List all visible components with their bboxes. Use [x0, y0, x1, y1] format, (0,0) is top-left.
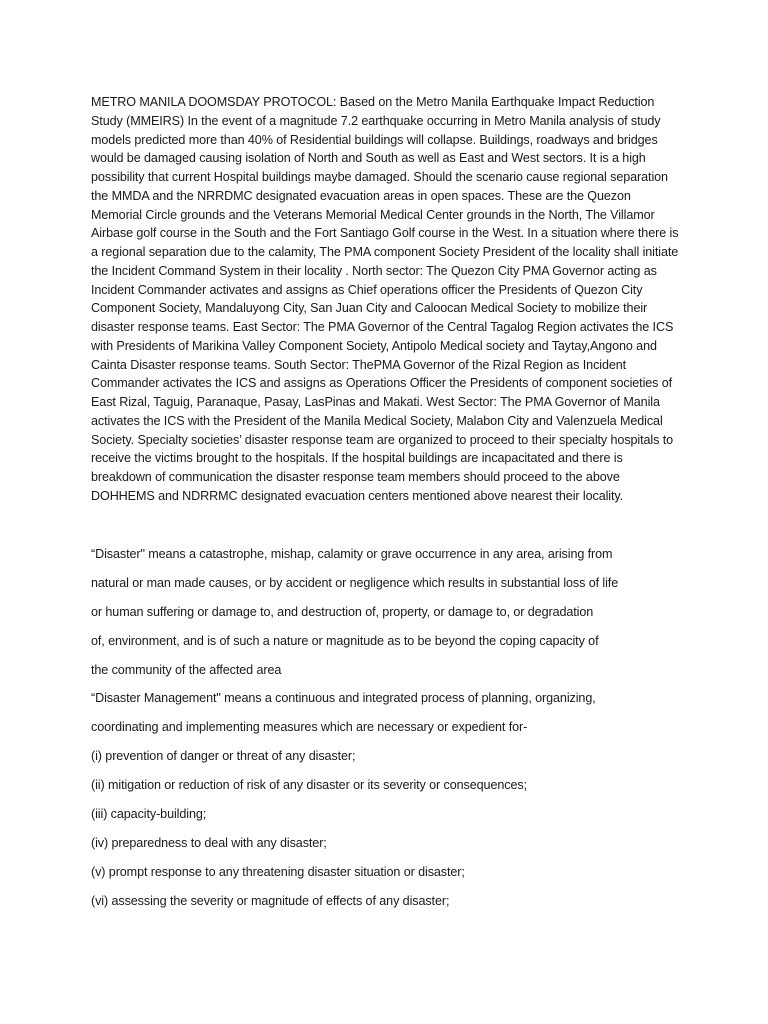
list-item: (ii) mitigation or reduction of risk of any disaster or its severity or consequences;	[91, 778, 527, 793]
definition-line: the community of the affected area	[91, 662, 282, 677]
definition-line: of, environment, and is of such a nature or magnitude as to be beyond the coping capacity of	[91, 633, 599, 648]
definitions-list	[91, 545, 691, 921]
list-item: (v) prompt response to any threatening disaster situation or disaster;	[91, 864, 465, 879]
doomsday-protocol-paragraph: METRO MANILA DOOMSDAY PROTOCOL: Based on the Metro Manila Earthquake Impact Reduction Study (MMEIRS) In the event of a magnitude 7.2 earthquake occurring in Metro Manila analysis of study models predicted more than 40% of Residential buildings will collapse. Buildings, roadways and bridges would be damaged causing isolation of North and South as well as East and West sectors. It is a high possibility that current Hospital buildings maybe damaged. Should the scenario cause regional separation the MMDA and the NRRDMC designated evacuation areas in open spaces. These are the Quezon Memorial Circle grounds and the Veterans Memorial Medical Center grounds in the North, The Villamor Airbase golf course in the South and the Fort Santiago Golf course in the West. In a situation where there is a regional separation due to the calamity, The PMA component Society President of the locality shall initiate the Incident Command System in their locality . North sector: The Quezon City PMA Governor acting as Incident Commander activates and assigns as Chief operations officer the Presidents of Quezon City Component Society, Mandaluyong City, San Juan City and Caloocan Medical Society to mobilize their disaster response teams. East Sector: The PMA Governor of the Central Tagalog Region activates the ICS with Presidents of Marikina Valley Component Society, Antipolo Medical society and Taytay,Angono and Cainta Disaster response teams. South Sector: ThePMA Governor of the Rizal Region as Incident Commander activates the ICS and assigns as Operations Officer the Presidents of component societies of East Rizal, Taguig, Paranaque, Pasay, LasPinas and Makati. West Sector: The PMA Governor of Manila activates the ICS with the President of the Manila Medical Society, Malabon City and Valenzuela Medical Society. Specialty societies’ disaster response team are organized to proceed to their specialty hospitals to receive the victims brought to the hospitals. If the hospital buildings are incapacitated and there is breakdown of communication the disaster response team members should proceed to the above DOHHEMS and NDRRMC designated evacuation centers mentioned above nearest their locality.	[91, 95, 679, 503]
list-item: (iii) capacity-building;	[91, 807, 207, 822]
definition-line: “Disaster Management" means a continuous and integrated process of planning, organizing,	[91, 691, 596, 706]
definition-line: coordinating and implementing measures which are necessary or expedient for-	[91, 720, 528, 735]
definition-line: natural or man made causes, or by accident or negligence which results in substantial loss of life	[91, 575, 619, 590]
list-item: (iv) preparedness to deal with any disaster;	[91, 835, 327, 850]
definition-line: or human suffering or damage to, and destruction of, property, or damage to, or degradation	[91, 604, 594, 619]
definition-line: “Disaster" means a catastrophe, mishap, calamity or grave occurrence in any area, arising from	[91, 547, 613, 561]
list-item: (vi) assessing the severity or magnitude of effects of any disaster;	[91, 893, 450, 908]
list-item: (i) prevention of danger or threat of any disaster;	[91, 749, 356, 764]
